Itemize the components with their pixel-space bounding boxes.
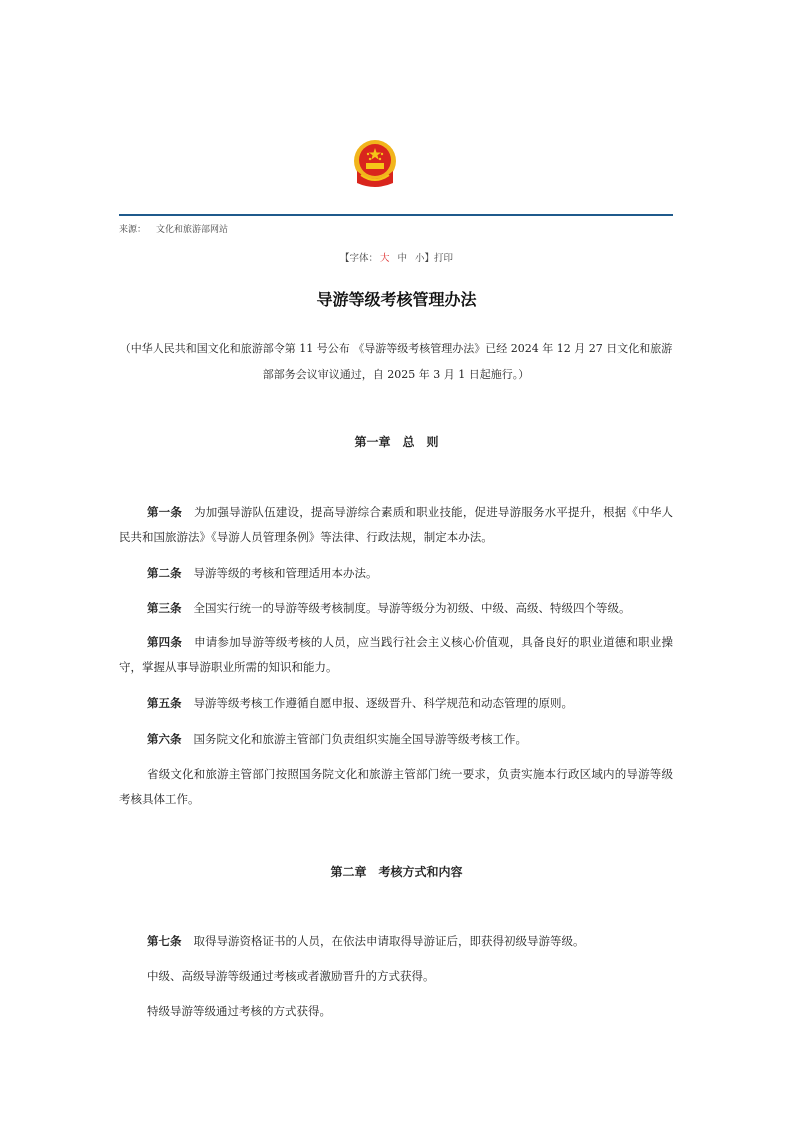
source-label: 来源： — [119, 225, 147, 235]
article-label: 第七条 — [147, 934, 182, 948]
article-text: 导游等级的考核和管理适用本办法。 — [193, 566, 378, 580]
source-line — [119, 222, 238, 235]
print-button[interactable]: 打印 — [434, 253, 454, 264]
font-large-button[interactable]: 大 — [379, 253, 390, 264]
page-title: 导游等级考核管理办法 — [316, 290, 477, 309]
font-bar-label: 【字体： — [339, 253, 378, 264]
font-medium-button[interactable]: 中 — [397, 253, 407, 264]
article-paragraph — [119, 500, 673, 550]
article-text: 全国实行统一的导游等级考核制度。导游等级分为初级、中级、高级、特级四个等级。 — [193, 601, 631, 615]
article-text: 为加强导游队伍建设，提高导游综合素质和职业技能，促进导游服务水平提升，根据《中华人民共和国旅游法》《导游人员管理条例》等法律、行政法规，制定本办法。 — [119, 505, 673, 544]
article-text: 中级、高级导游等级通过考核或者激励晋升的方式获得。 — [147, 969, 435, 983]
article-text: 国务院文化和旅游主管部门负责组织实施全国导游等级考核工作。 — [193, 732, 527, 746]
chapter-heading: 第一章 总 则 — [354, 435, 439, 449]
article-text: 取得导游资格证书的人员，在依法申请取得导游证后，即获得初级导游等级。 — [193, 934, 585, 948]
chapter-heading: 第二章 考核方式和内容 — [330, 865, 463, 879]
article-paragraph — [119, 964, 673, 989]
article-label: 第四条 — [147, 635, 183, 649]
article-paragraph — [119, 561, 673, 586]
font-bar-close: 】 — [424, 253, 435, 264]
article-paragraph — [119, 762, 673, 812]
font-size-bar — [0, 250, 793, 264]
article-text: 导游等级考核工作遵循自愿申报、逐级晋升、科学规范和动态管理的原则。 — [193, 696, 573, 710]
article-text: 申请参加导游等级考核的人员，应当践行社会主义核心价值观，具备良好的职业道德和职业操守，掌握从事导游职业所需的知识和能力。 — [119, 635, 673, 674]
article-label: 第三条 — [147, 601, 182, 615]
article-paragraph — [119, 727, 673, 752]
article-text: 省级文化和旅游主管部门按照国务院文化和旅游主管部门统一要求，负责实施本行政区域内的导游等级考核具体工作。 — [119, 767, 673, 806]
article-text: 特级导游等级通过考核的方式获得。 — [147, 1004, 331, 1018]
article-paragraph — [119, 999, 673, 1024]
article-paragraph — [119, 630, 673, 680]
header-divider — [119, 214, 673, 216]
article-label: 第一条 — [147, 505, 183, 519]
article-paragraph — [119, 596, 673, 621]
article-paragraph — [119, 929, 673, 954]
font-small-button[interactable]: 小 — [415, 253, 425, 264]
article-label: 第六条 — [147, 732, 182, 746]
document-subtitle: （中华人民共和国文化和旅游部令第 11 号公布 《导游等级考核管理办法》已经 2024 年 12 月 27 日文化和旅游部部务会议审议通过，自 2025 年 3 月 1 日起施行。） — [119, 342, 673, 381]
national-emblem-icon — [349, 139, 401, 191]
article-paragraph — [119, 691, 673, 716]
source-value: 文化和旅游部网站 — [156, 225, 229, 235]
article-label: 第二条 — [147, 566, 182, 580]
article-label: 第五条 — [147, 696, 182, 710]
